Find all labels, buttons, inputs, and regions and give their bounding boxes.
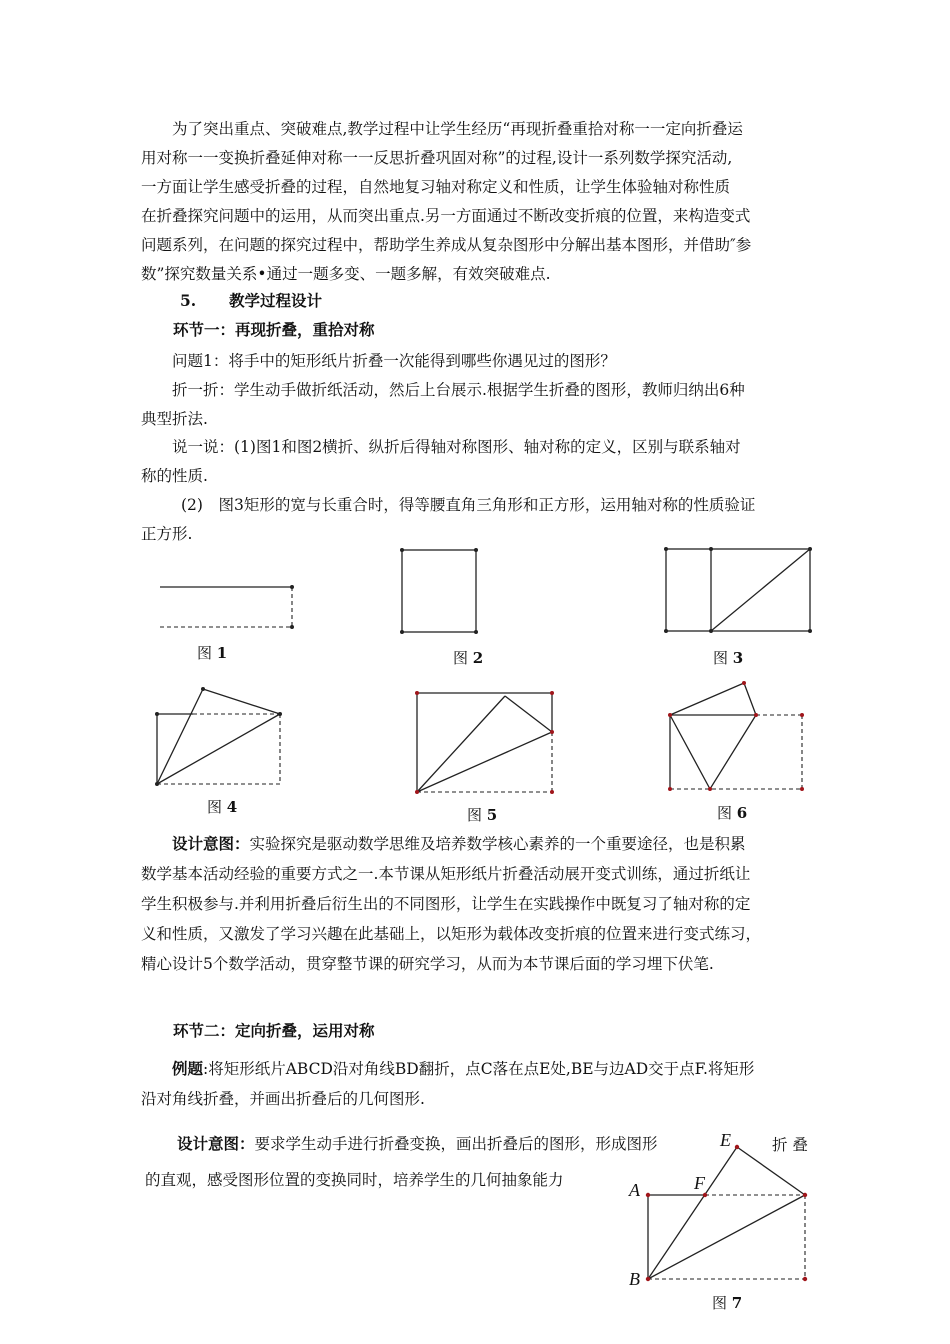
figure-6 xyxy=(660,675,810,795)
question-1 xyxy=(141,347,821,376)
say-paragraph xyxy=(141,433,821,491)
stage2-title: 环节二：定向折叠，运用对称 xyxy=(173,1021,375,1040)
vertex-point xyxy=(278,712,282,716)
design-intent-text: 要求学生动手进行折叠变换，画出折叠后的图形，形成图形 xyxy=(254,1135,658,1153)
design-intent-line: 的直观，感受图形位置的变换同时，培养学生的几何抽象能力 xyxy=(145,1171,564,1189)
figure-2 xyxy=(395,545,485,635)
figure-2-caption: 图 2 xyxy=(453,649,484,667)
vertex-point xyxy=(155,782,159,786)
intro-line: 为了突出重点、突破难点,教学过程中让学生经历“再现折叠重拾对称一一定向折叠运 xyxy=(172,120,743,138)
stage1-title: 环节一：再现折叠，重拾对称 xyxy=(173,320,375,339)
fold-crease xyxy=(711,549,810,631)
vertex-point xyxy=(808,547,812,551)
figure-1 xyxy=(150,580,310,640)
example-label: 例题 xyxy=(172,1059,204,1078)
figure-1-caption: 图 1 xyxy=(197,644,228,662)
point-d xyxy=(803,1193,807,1197)
square-outline xyxy=(402,550,476,632)
point-c xyxy=(803,1277,807,1281)
say-line: 称的性质. xyxy=(141,467,208,485)
folded-flap xyxy=(670,683,756,715)
vertex-point xyxy=(800,787,804,791)
vertex-point xyxy=(415,790,419,794)
design-intent-label: 设计意图： xyxy=(172,834,250,853)
point-e xyxy=(735,1145,739,1149)
fold-line: 典型折法. xyxy=(141,410,208,428)
figure-7 xyxy=(640,1140,815,1285)
section-number: 5. xyxy=(180,291,197,310)
vertex-point xyxy=(550,790,554,794)
design-intent-1 xyxy=(141,829,821,979)
example-paragraph xyxy=(141,1054,821,1114)
folded-edge xyxy=(505,696,552,732)
edge-ed xyxy=(737,1147,805,1195)
fold-crease xyxy=(670,715,756,789)
point2-paragraph xyxy=(141,491,821,549)
fold-crease xyxy=(417,732,552,792)
vertex-point xyxy=(400,548,404,552)
vertex-point xyxy=(664,547,668,551)
figure-5-caption: 图 5 xyxy=(467,806,498,824)
design-intent-line: 义和性质，又激发了学习兴趣在此基础上，以矩形为载体改变折痕的位置来进行变式练习， xyxy=(141,925,762,943)
point-a xyxy=(646,1193,650,1197)
diagonal-crease xyxy=(157,714,280,784)
folded-edge xyxy=(203,689,280,714)
label-a: A xyxy=(629,1180,640,1200)
vertex-point xyxy=(754,713,758,717)
vertex-point xyxy=(808,629,812,633)
section-title: 教学过程设计 xyxy=(229,291,323,310)
vertex-point xyxy=(400,630,404,634)
label-b: B xyxy=(629,1269,640,1289)
point2-line: (2) 图3矩形的宽与长重合时，得等腰直角三角形和正方形，运用轴对称的性质验证 xyxy=(181,496,756,514)
rectangle-outline xyxy=(666,549,810,631)
folded-edge xyxy=(157,689,203,784)
vertex-point xyxy=(474,630,478,634)
figure-6-caption: 图 6 xyxy=(717,804,748,822)
example-line: 沿对角线折叠，并画出折叠后的几何图形. xyxy=(141,1090,425,1108)
vertex-point xyxy=(155,712,159,716)
point2-line: 正方形. xyxy=(141,525,193,543)
vertex-point xyxy=(290,625,294,629)
figure-7-caption: 图 7 xyxy=(712,1294,743,1312)
vertex-point xyxy=(742,681,746,685)
intro-line: 在折叠探究问题中的运用，从而突出重点.另一方面通过不断改变折痕的位置，来构造变式 xyxy=(141,207,751,225)
vertex-point xyxy=(664,629,668,633)
figure-3-caption: 图 3 xyxy=(713,649,744,667)
folded-edge xyxy=(417,696,505,792)
figure-4 xyxy=(150,682,290,792)
figure-5 xyxy=(410,686,560,798)
intro-line: 一方面让学生感受折叠的过程，自然地复习轴对称定义和性质，让学生体验轴对称性质 xyxy=(141,178,731,196)
intro-line: 用对称一一变换折叠延伸对称一一反思折叠巩固对称”的过程,设计一系列数学探究活动, xyxy=(141,149,733,167)
vertex-point xyxy=(668,787,672,791)
vertex-point xyxy=(201,687,205,691)
design-intent-line: 数学基本活动经验的重要方式之一.本节课从矩形纸片折叠活动展开变式训练，通过折纸让 xyxy=(141,865,751,883)
vertex-point xyxy=(550,730,554,734)
fold-line: 折一折：学生动手做折纸活动，然后上台展示.根据学生折叠的图形，教师归纳出6种 xyxy=(172,381,745,399)
label-e: E xyxy=(720,1130,731,1150)
edge-be xyxy=(648,1147,737,1279)
figure-3 xyxy=(660,543,820,638)
intro-line: 数”探究数量关系•通过一题多变、一题多解，有效突破难点. xyxy=(141,265,551,283)
vertex-point xyxy=(290,585,294,589)
vertex-point xyxy=(415,691,419,695)
fold-paragraph xyxy=(141,376,821,434)
vertex-point xyxy=(709,629,713,633)
design-intent-line: 学生积极参与.并利用折叠后衍生出的不同图形，让学生在实践操作中既复习了轴对称的定 xyxy=(141,895,751,913)
design-intent-trail: 折 叠 xyxy=(772,1136,808,1154)
vertex-point xyxy=(708,787,712,791)
question-1-text: 问题1：将手中的矩形纸片折叠一次能得到哪些你遇见过的图形？ xyxy=(172,352,616,370)
design-intent-2 xyxy=(141,1126,658,1198)
say-line: 说一说：(1)图1和图2横折、纵折后得轴对称图形、轴对称的定义，区别与联系轴对 xyxy=(172,438,741,456)
vertex-point xyxy=(709,547,713,551)
design-intent-label: 设计意图： xyxy=(177,1134,255,1153)
label-f: F xyxy=(694,1173,705,1193)
example-text: :将矩形纸片ABCD沿对角线BD翻折，点C落在点E处,BE与边AD交于点F.将矩形 xyxy=(203,1060,755,1078)
vertex-point xyxy=(550,691,554,695)
intro-line: 问题系列，在问题的探究过程中，帮助学生养成从复杂图形中分解出基本图形，并借助″参 xyxy=(141,236,752,254)
design-intent-text: 实验探究是驱动数学思维及培养数学核心素养的一个重要途径，也是积累 xyxy=(249,835,746,853)
intro-paragraph xyxy=(141,115,821,289)
section-heading xyxy=(180,289,322,311)
point-b xyxy=(646,1277,650,1281)
design-intent-line: 精心设计5个数学活动，贯穿整节课的研究学习，从而为本节课后面的学习埋下伏笔. xyxy=(141,955,714,973)
vertex-point xyxy=(800,713,804,717)
diagonal-bd xyxy=(648,1195,805,1279)
figure-4-caption: 图 4 xyxy=(207,798,238,816)
vertex-point xyxy=(474,548,478,552)
vertex-point xyxy=(668,713,672,717)
